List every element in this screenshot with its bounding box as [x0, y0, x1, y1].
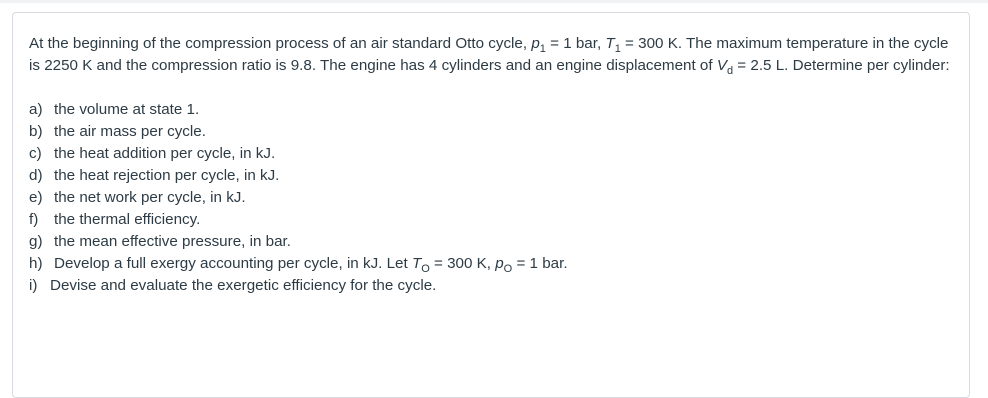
item-label: c) — [29, 145, 42, 162]
volume-subscript: d — [726, 65, 734, 78]
top-divider — [0, 0, 988, 3]
item-text: the heat rejection per cycle, in kJ. — [54, 167, 280, 184]
intro-text-3: = 300 K. The maximum temperature in the cycle is 2250 K and the compression ratio is 9.8. The engine has 4 cylinders and an engine displacement of — [29, 35, 949, 74]
problem-statement — [29, 33, 959, 77]
item-text: the heat addition per cycle, in kJ. — [54, 145, 276, 162]
item-text: the thermal efficiency. — [54, 211, 201, 228]
list-item — [29, 143, 959, 165]
list-item — [29, 99, 959, 121]
item-text: = 1 bar. — [512, 255, 568, 272]
item-text: the air mass per cycle. — [54, 123, 206, 140]
question-list — [29, 99, 959, 297]
list-item — [29, 275, 959, 297]
list-item — [29, 231, 959, 253]
item-text: Devise and evaluate the exergetic efficiency for the cycle. — [50, 277, 437, 294]
dead-state-temperature-subscript: O — [421, 263, 430, 276]
item-text: Develop a full exergy accounting per cycle, in kJ. Let — [54, 255, 412, 272]
item-label: d) — [29, 167, 43, 184]
temperature-subscript: 1 — [614, 43, 621, 56]
intro-text-2: = 1 bar, — [545, 35, 606, 52]
temperature-symbol: T — [605, 35, 615, 52]
list-item — [29, 187, 959, 209]
item-label: e) — [29, 189, 43, 206]
pressure-subscript: 1 — [539, 43, 546, 56]
item-label: b) — [29, 123, 43, 140]
item-text: the volume at state 1. — [54, 101, 200, 118]
question-card — [12, 12, 970, 398]
pressure-symbol: p — [531, 35, 540, 52]
item-label: f) — [29, 211, 39, 228]
item-text: the mean effective pressure, in bar. — [54, 233, 291, 250]
dead-state-pressure-symbol: p — [495, 255, 504, 272]
item-label: h) — [29, 255, 43, 272]
item-label: a) — [29, 101, 43, 118]
item-label: g) — [29, 233, 43, 250]
dead-state-pressure-subscript: O — [503, 263, 513, 276]
volume-symbol: V — [716, 57, 727, 74]
list-item — [29, 253, 959, 275]
list-item — [29, 121, 959, 143]
dead-state-temperature-symbol: T — [411, 255, 422, 272]
question-content — [29, 33, 959, 297]
item-label: i) — [29, 277, 38, 294]
list-item — [29, 209, 959, 231]
item-text: = 300 K, — [429, 255, 496, 272]
item-text: the net work per cycle, in kJ. — [54, 189, 246, 206]
list-item — [29, 165, 959, 187]
intro-text-1: At the beginning of the compression process of an air standard Otto cycle, — [29, 35, 532, 52]
intro-text-4: = 2.5 L. Determine per cylinder: — [733, 57, 950, 74]
